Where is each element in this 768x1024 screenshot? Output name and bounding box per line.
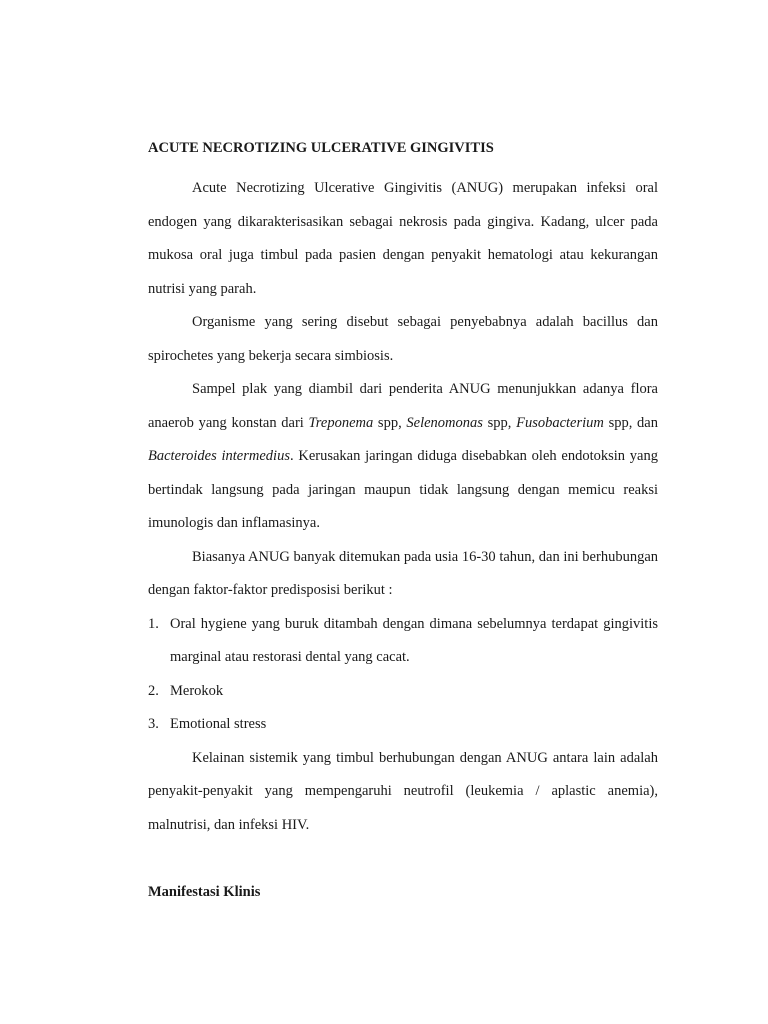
list-item-text: Oral hygiene yang buruk ditambah dengan dimana sebelumnya terdapat gingivitis marginal atau restorasi dental yang cacat. [170,615,658,665]
list-item [148,608,658,675]
list-number: 2. [148,682,159,699]
species-bacteroides: Bacteroides intermedius [148,448,290,464]
text-segment: spp, [373,414,407,431]
list-item [148,708,658,742]
text-segment: Sampel plak yang diambil dari penderita ANUG menunjukkan adanya flora anaerob yang konstan dari [148,381,658,431]
paragraph-predisposition: Biasanya ANUG banyak ditemukan pada usia 16-30 tahun, dan ini berhubungan dengan faktor-faktor predisposisi berikut : [148,548,658,598]
species-selenomonas: Selenomonas [406,414,483,431]
predisposition-list [148,608,658,742]
paragraph-definition: Acute Necrotizing Ulcerative Gingivitis (ANUG) merupakan infeksi oral endogen yang dikarakterisasikan sebagai nekrosis pada gingiva. Kadang, ulcer pada mukosa oral juga timbul pada pasien dengan penyakit hematologi atau kekurangan nutrisi yang parah. [148,180,658,297]
list-item [148,675,658,709]
list-item-text: Emotional stress [170,716,267,732]
list-number: 3. [148,716,159,732]
paragraph-plaque-sample [148,373,658,541]
species-treponema: Treponema [308,414,374,431]
text-segment: spp, [482,414,517,431]
text-segment: . Kerusakan jaringan diduga disebabkan oleh endotoksin yang bertindak langsung pada jaringan maupun tidak langsung dengan memicu reaksi imunologis dan inflamasinya. [148,448,658,531]
list-item-text: Merokok [170,682,224,699]
paragraph-systemic: Kelainan sistemik yang timbul berhubungan dengan ANUG antara lain adalah penyakit-penyakit yang mempengaruhi neutrofil (leukemia / aplastic anemia), malnutrisi, dan infeksi HIV. [148,749,658,833]
paragraph-organisms: Organisme yang sering disebut sebagai penyebabnya adalah bacillus dan spirochetes yang bekerja secara simbiosis. [148,314,658,364]
list-number: 1. [148,615,159,632]
species-fusobacterium: Fusobacterium [516,414,604,431]
document-title: ACUTE NECROTIZING ULCERATIVE GINGIVITIS [148,140,494,156]
section-heading-clinical: Manifestasi Klinis [148,884,261,900]
text-segment: spp, dan [603,414,658,431]
